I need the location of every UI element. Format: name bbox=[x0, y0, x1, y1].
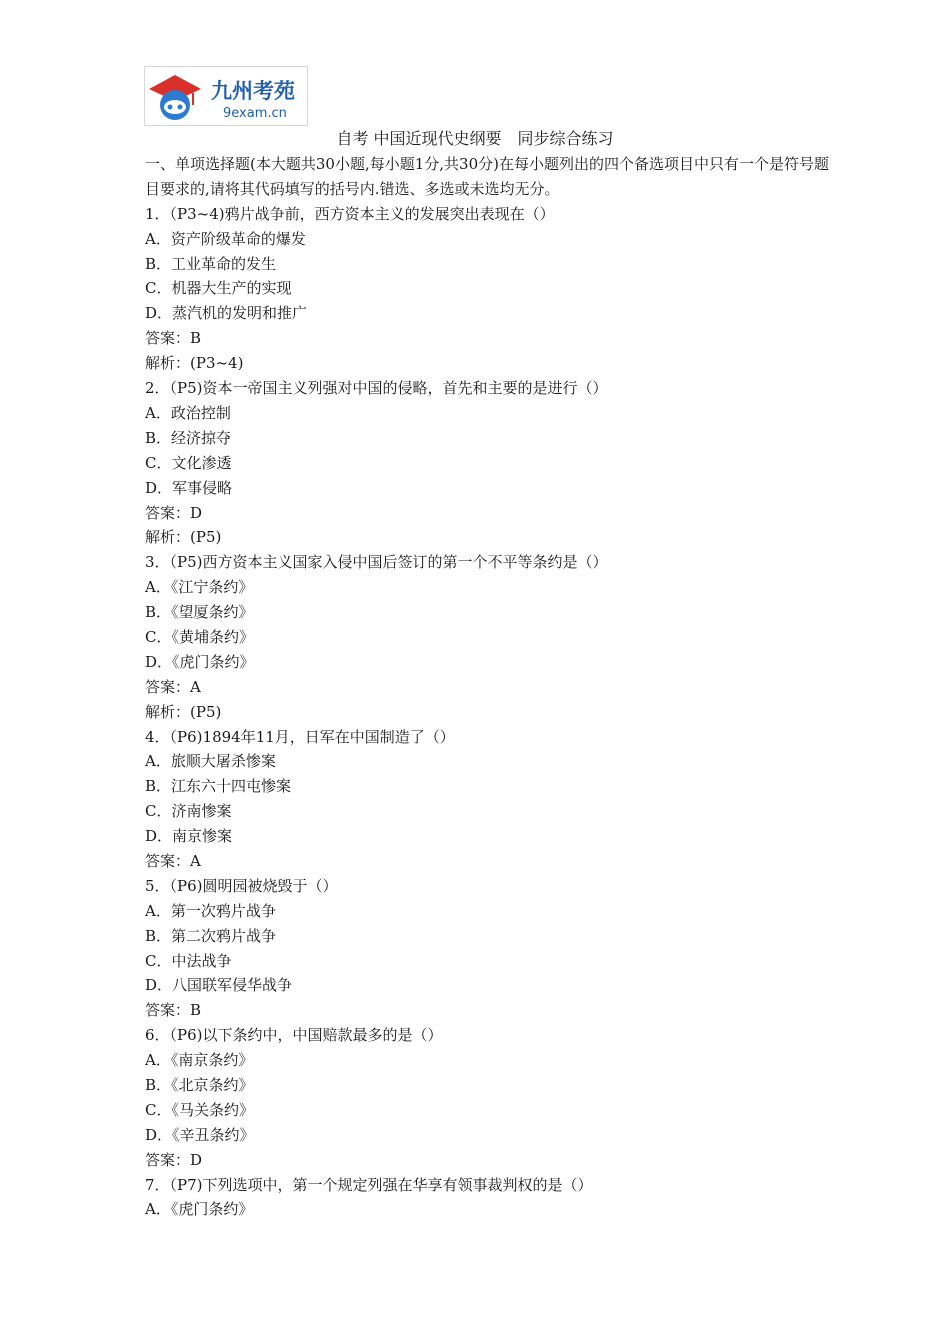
answer-line: 答案：B bbox=[145, 1001, 202, 1020]
option-line: C．《马关条约》 bbox=[145, 1100, 254, 1119]
page-title: 自考 中国近现代史纲要 同步综合练习 bbox=[336, 129, 614, 148]
option-line: A．《江宁条约》 bbox=[145, 578, 254, 597]
option-line: C．中法战争 bbox=[145, 951, 232, 970]
question-stem: 6．（P6)以下条约中，中国赔款最多的是（） bbox=[145, 1026, 443, 1045]
answer-line: 答案：A bbox=[145, 851, 201, 870]
option-line: D．南京惨案 bbox=[145, 827, 233, 846]
logo-graphic bbox=[145, 67, 307, 125]
option-line: A．政治控制 bbox=[145, 403, 231, 422]
option-line: D．八国联军侵华战争 bbox=[145, 976, 293, 995]
option-line: C．《黄埔条约》 bbox=[145, 627, 254, 646]
question-stem: 5．（P6)圆明园被烧毁于（） bbox=[145, 876, 338, 895]
option-line: A．《虎门条约》 bbox=[145, 1200, 254, 1219]
option-line: B．工业革命的发生 bbox=[145, 254, 277, 273]
option-line: B．江东六十四屯惨案 bbox=[145, 777, 292, 796]
question-stem: 3．（P5)西方资本主义国家入侵中国后签订的第一个不平等条约是（） bbox=[145, 553, 608, 572]
answer-line: 答案：D bbox=[145, 503, 203, 522]
option-line: C．机器大生产的实现 bbox=[145, 279, 292, 298]
analysis-line: 解析：(P5) bbox=[145, 528, 222, 547]
question-list bbox=[145, 202, 835, 1223]
analysis-line: 解析：(P5) bbox=[145, 702, 222, 721]
question-stem: 1．（P3~4)鸦片战争前，西方资本主义的发展突出表现在（） bbox=[145, 204, 555, 223]
option-line: B．《北京条约》 bbox=[145, 1075, 254, 1094]
option-line: D．军事侵略 bbox=[145, 478, 233, 497]
option-line: A．第一次鸦片战争 bbox=[145, 901, 276, 920]
analysis-line: 解析：(P3~4) bbox=[145, 354, 244, 373]
option-line: D．《虎门条约》 bbox=[145, 652, 255, 671]
logo-text-cn: 九州考苑 bbox=[211, 79, 295, 103]
answer-line: 答案：A bbox=[145, 677, 201, 696]
option-line: A．《南京条约》 bbox=[145, 1051, 254, 1070]
option-line: B．经济掠夺 bbox=[145, 428, 232, 447]
answer-line: 答案：D bbox=[145, 1150, 203, 1169]
answer-line: 答案：B bbox=[145, 329, 202, 348]
section-instructions: 一、单项选择题(本大题共30小题,每小题1分,共30分)在每小题列出的四个备选项目中只有一个是符号题目要求的,请将其代码填写的括号内.错选、多选或未选均无分。 bbox=[145, 155, 829, 198]
question-stem: 2．（P5)资本一帝国主义列强对中国的侵略，首先和主要的是进行（） bbox=[145, 379, 608, 398]
option-line: C．济南惨案 bbox=[145, 802, 232, 821]
logo bbox=[144, 66, 308, 126]
option-line: C．文化渗透 bbox=[145, 453, 232, 472]
option-line: A．旅顺大屠杀惨案 bbox=[145, 752, 276, 771]
question-stem: 7．（P7)下列选项中，第一个规定列强在华享有领事裁判权的是（） bbox=[145, 1175, 593, 1194]
option-line: D．《辛丑条约》 bbox=[145, 1125, 255, 1144]
logo-text-en: 9exam.cn bbox=[223, 106, 287, 121]
option-line: D．蒸汽机的发明和推广 bbox=[145, 304, 308, 323]
question-stem: 4．（P6)1894年11月，日军在中国制造了（） bbox=[145, 727, 455, 746]
option-line: A．资产阶级革命的爆发 bbox=[145, 229, 306, 248]
option-line: B．《望厦条约》 bbox=[145, 603, 254, 622]
option-line: B．第二次鸦片战争 bbox=[145, 926, 277, 945]
document-body bbox=[145, 152, 835, 1222]
